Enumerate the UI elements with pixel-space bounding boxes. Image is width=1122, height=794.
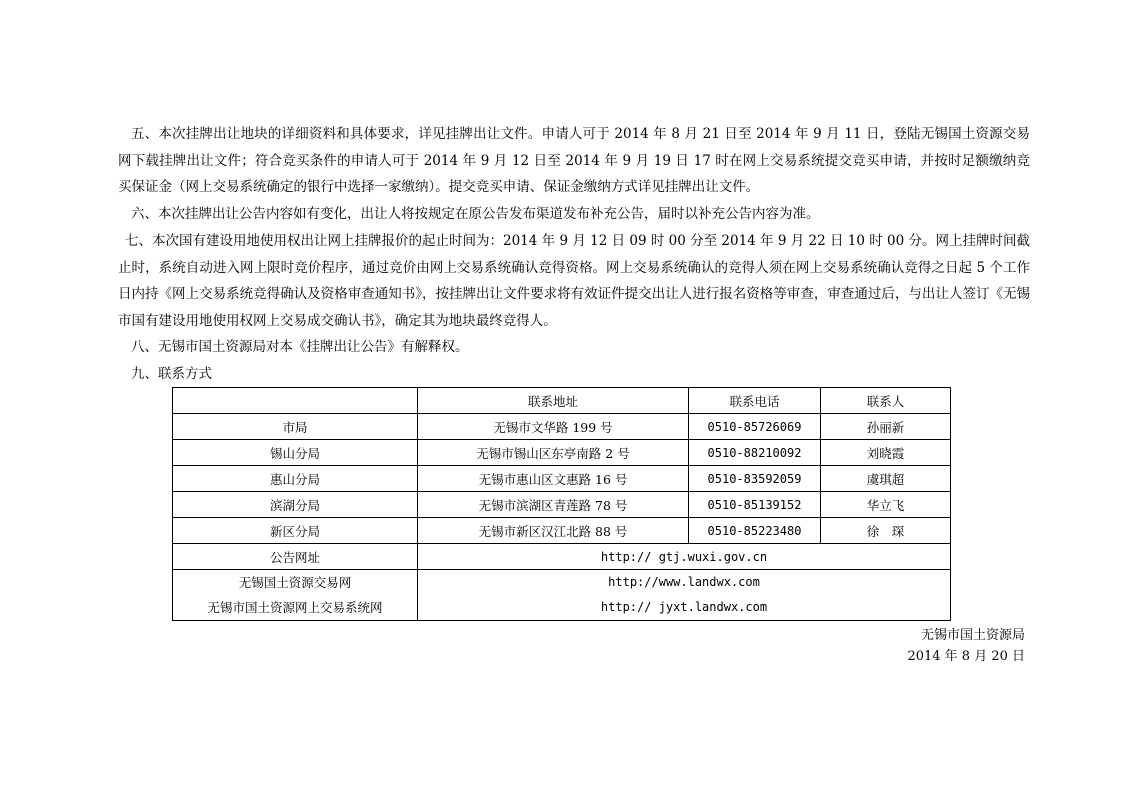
address-cell: 无锡市新区汉江北路 88 号 xyxy=(418,518,689,544)
phone-cell: 0510-85223480 xyxy=(689,518,821,544)
table-header-cell: 联系电话 xyxy=(689,388,821,414)
address-cell: 无锡市锡山区东亭南路 2 号 xyxy=(418,440,689,466)
table-row xyxy=(173,492,951,518)
online-system-label: 无锡市国土资源网上交易系统网 xyxy=(207,600,383,615)
issue-date: 2014 年 8 月 20 日 xyxy=(907,649,1025,664)
table-header-cell: 联系地址 xyxy=(418,388,689,414)
table-row xyxy=(173,440,951,466)
address-cell: 无锡市滨湖区青莲路 78 号 xyxy=(418,492,689,518)
paragraph-6: 六、本次挂牌出让公告内容如有变化，出让人将按规定在原公告发布渠道发布补充公告，届时以补充公告内容为准。 xyxy=(131,206,820,222)
person-cell: 华立飞 xyxy=(821,492,951,518)
office-cell: 滨湖分局 xyxy=(173,492,418,518)
table-row xyxy=(173,466,951,492)
table-header-cell: 联系人 xyxy=(821,388,951,414)
phone-cell: 0510-85139152 xyxy=(689,492,821,518)
exchange-site-label: 无锡国土资源交易网 xyxy=(238,575,352,590)
table-header-cell xyxy=(173,388,418,414)
paragraph-9: 九、联系方式 xyxy=(131,366,212,382)
table-row xyxy=(173,544,951,570)
table-header-row xyxy=(173,388,951,414)
paragraph-8: 八、无锡市国土资源局对本《挂牌出让公告》有解释权。 xyxy=(131,339,469,355)
phone-cell: 0510-85726069 xyxy=(689,414,821,440)
website-labels-cell xyxy=(173,570,418,621)
person-cell: 徐 琛 xyxy=(821,518,951,544)
address-cell: 无锡市惠山区文惠路 16 号 xyxy=(418,466,689,492)
online-system-link[interactable]: http:// jyxt.landwx.com xyxy=(600,600,768,614)
person-cell: 孙丽新 xyxy=(821,414,951,440)
announcement-site-label: 公告网址 xyxy=(173,544,418,570)
phone-cell: 0510-83592059 xyxy=(689,466,821,492)
contacts-table xyxy=(172,387,951,621)
exchange-site-link[interactable]: http://www.landwx.com xyxy=(608,575,760,589)
announcement-site-link[interactable]: http:// gtj.wuxi.gov.cn xyxy=(418,544,951,570)
office-cell: 市局 xyxy=(173,414,418,440)
phone-cell: 0510-88210092 xyxy=(689,440,821,466)
table-row xyxy=(173,414,951,440)
website-urls-cell xyxy=(418,570,951,621)
office-cell: 惠山分局 xyxy=(173,466,418,492)
office-cell: 锡山分局 xyxy=(173,440,418,466)
table-row xyxy=(173,518,951,544)
person-cell: 虞琪超 xyxy=(821,466,951,492)
issuer-signature: 无锡市国土资源局 xyxy=(920,628,1025,643)
office-cell: 新区分局 xyxy=(173,518,418,544)
address-cell: 无锡市文华路 199 号 xyxy=(418,414,689,440)
paragraph-5: 五、本次挂牌出让地块的详细资料和具体要求，详见挂牌出让文件。申请人可于 2014 年 8 月 21 日至 2014 年 9 月 11 日，登陆无锡国土资源交易网下载挂牌出让文件；符合竞买条件的申请人可于 2014 年 9 月 12 日至 2014 年 9 月 19 日 17 时在网上交易系统提交竞买申请，并按时足额缴纳竞买保证金（网上交易系统确定的银行中选择一家缴纳）。提交竞买申请、保证金缴纳方式详见挂牌出让文件。 xyxy=(118,126,1030,195)
table-row xyxy=(173,570,951,621)
paragraph-7: 七、本次国有建设用地使用权出让网上挂牌报价的起止时间为：2014 年 9 月 12 日 09 时 00 分至 2014 年 9 月 22 日 10 时 00 分。网上挂牌时间截止时，系统自动进入网上限时竞价程序，通过竞价由网上交易系统确认竞得资格。网上交易系统确认的竞得人须在网上交易系统确认竞得之日起 5 个工作日内持《网上交易系统竞得确认及资格审查通知书》，按挂牌出让文件要求将有效证件提交出让人进行报名资格等审查，审查通过后，与出让人签订《无锡市国有建设用地使用权网上交易成交确认书》，确定其为地块最终竞得人。 xyxy=(118,233,1030,329)
person-cell: 刘晓霞 xyxy=(821,440,951,466)
